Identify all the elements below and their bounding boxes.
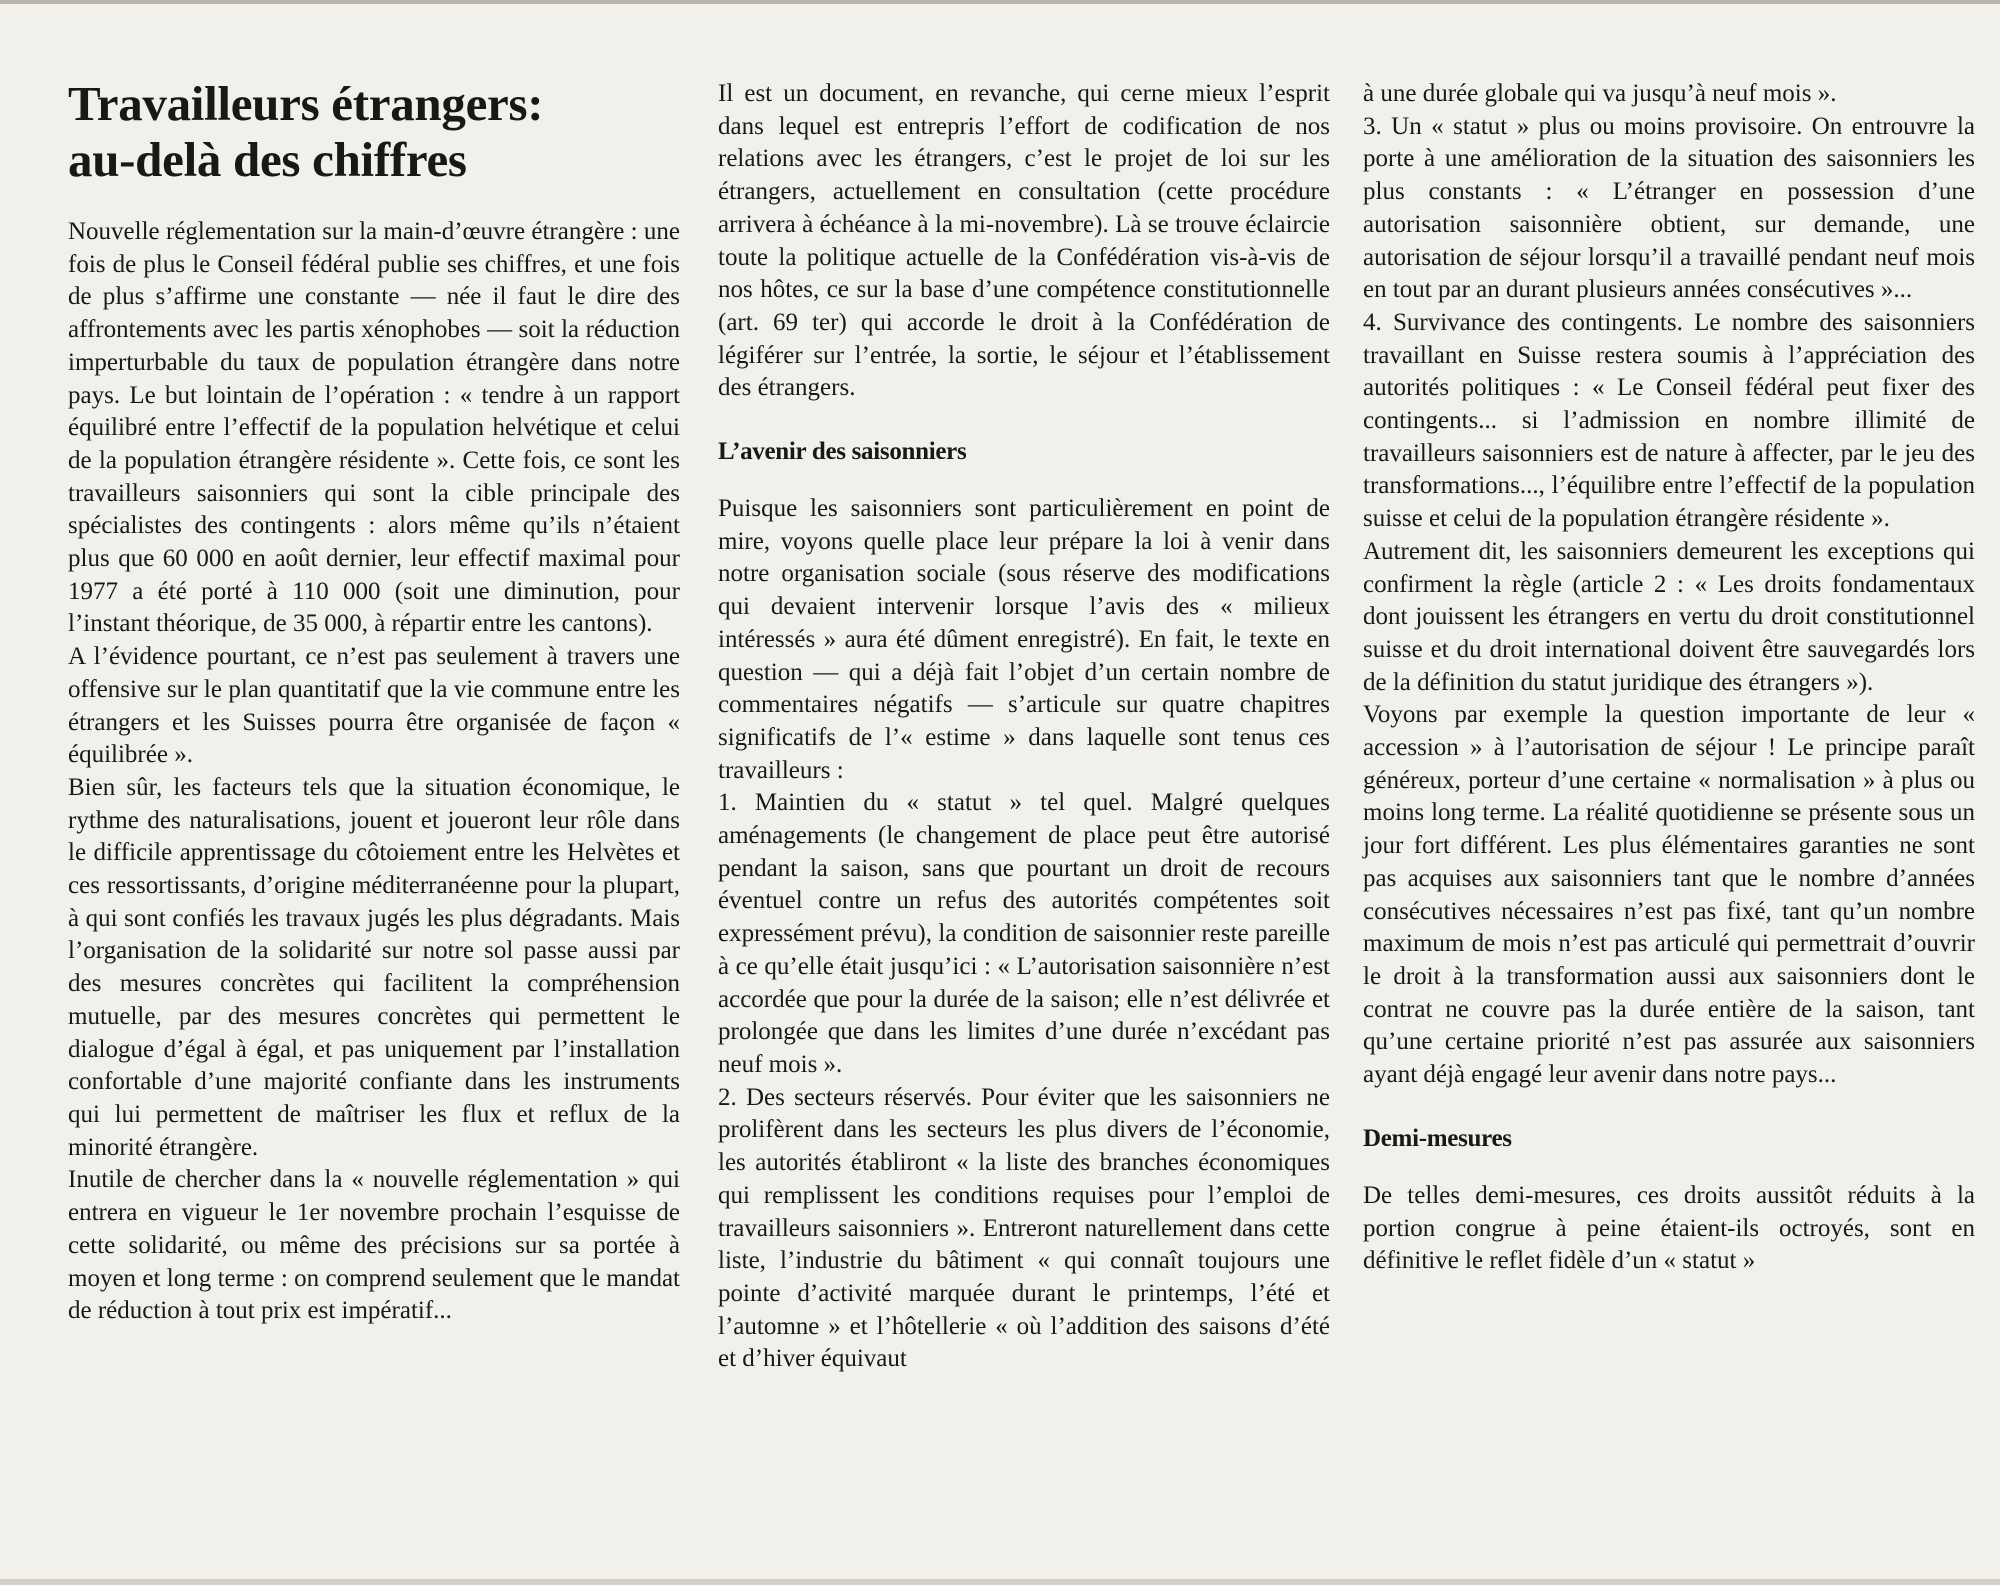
column-3 — [1363, 78, 1975, 1278]
paragraph: A l’évidence pourtant, ce n’est pas seulement à travers une offensive sur le plan quantitatif que la vie commune entre les étrangers et les Suisses pourra être organisée de façon « équilibrée ». — [68, 643, 680, 769]
paragraph: Autrement dit, les saisonniers demeurent les exceptions qui confirment la règle (article 2 : « Les droits fondamentaux dont jouissent les étrangers en vertu du droit constitutionnel suisse et du droit international doivent être sauvegardés lors de la définition du statut juridique des étrangers »). — [1363, 537, 1975, 696]
section-heading-saisonniers: L’avenir des saisonniers — [718, 438, 967, 466]
paragraph: Nouvelle réglementation sur la main-d’œuvre étrangère : une fois de plus le Conseil fédéral publie ses chiffres, et une fois de plus s’affirme une constante — née il faut le dire des affrontements avec les partis xénophobes — soit la réduction imperturbable du taux de population étrangère dans notre pays. Le but lointain de l’opération : « tendre à un rapport équilibré entre l’effectif de la population helvétique et celui de la population étrangère résidente ». Cette fois, ce sont les travailleurs saisonniers qui sont la cible principale des spécialistes des contingents : alors même qu’ils n’étaient plus que 60 000 en août dernier, leur effectif maximal pour 1977 a été porté à 110 000 (soit une diminution, pour l’instant théorique, de 35 000, à répartir entre les cantons). — [68, 218, 680, 638]
paragraph: Voyons par exemple la question importante de leur « accession » à l’autorisation de séjour ! Le principe paraît généreux, porteur d’une certaine « normalisation » à plus ou moins long terme. La réalité quotidienne se présente sous un jour fort différent. Les plus élémentaires garanties ne sont pas acquises aux saisonniers tant que le nombre d’années consécutives nécessaires n’est pas fixé, tant qu’un nombre maximum de mois n’est pas articulé qui permettrait d’ouvrir le droit à la transformation aussi aux saisonniers dont le contrat ne couvre pas la durée entière de la saison, tant qu’une certaine priorité n’est pas assurée aux saisonniers ayant déjà engagé leur avenir dans notre pays... — [1363, 701, 1975, 1089]
paragraph: 1. Maintien du « statut » tel quel. Malgré quelques aménagements (le changement de place peut être autorisé pendant la saison, sans que pourtant un droit de recours éventuel contre un refus des autorités compétentes soit expressément prévu), la condition de saisonnier reste pareille à ce qu’elle était jusqu’ici : « L’autorisation saisonnière n’est accordée que pour la durée de la saison; elle n’est délivrée et prolongée que dans les limites d’une durée n’excédant pas neuf mois ». — [718, 789, 1330, 1078]
section-heading-demi-mesures: Demi-mesures — [1363, 1124, 1512, 1152]
top-edge-rule — [0, 0, 2000, 4]
bottom-edge-rule — [0, 1579, 2000, 1585]
paragraph: à une durée globale qui va jusqu’à neuf mois ». — [1363, 80, 1837, 107]
column-1 — [68, 76, 680, 1328]
paragraph: Puisque les saisonniers sont particulièrement en point de mire, voyons quelle place leur prépare la loi à venir dans notre organisation sociale (sous réserve des modifications qui devaient intervenir lorsque l’avis des « milieux intéressés » aura été dûment enregistré). En fait, le texte en question — qui a déjà fait l’objet d’un certain nombre de commentaires négatifs — s’articule sur quatre chapitres significatifs de l’« estime » dans laquelle sont tenus ces travailleurs : — [718, 495, 1330, 784]
paragraph: 4. Survivance des contingents. Le nombre des saisonniers travaillant en Suisse restera soumis à l’appréciation des autorités politiques : « Le Conseil fédéral peut fixer des contingents... si l’admission en nombre illimité de travailleurs saisonniers est de nature à affecter, par le jeu des transformations..., l’équilibre entre l’effectif de la population suisse et celui de la population étrangère résidente ». — [1363, 308, 1975, 533]
paragraph: Il est un document, en revanche, qui cerne mieux l’esprit dans lequel est entrepris l’effort de codification de nos relations avec les étrangers, c’est le projet de loi sur les étrangers, actuellement en consultation (cette procédure arrivera à échéance à la mi-novembre). Là se trouve éclaircie toute la politique actuelle de la Confédération vis-à-vis de nos hôtes, ce sur la base d’une compétence constitutionnelle (art. 69 ter) qui accorde le droit à la Confédération de légiférer sur l’entrée, la sortie, le séjour et l’établissement des étrangers. — [718, 80, 1330, 402]
title-line-2: au-delà des chiffres — [68, 132, 467, 187]
title-line-1: Travailleurs étrangers: — [68, 76, 544, 131]
paragraph: Bien sûr, les facteurs tels que la situation économique, le rythme des naturalisations, jouent et joueront leur rôle dans le difficile apprentissage du côtoiement entre les Helvètes et ces ressortissants, d’origine méditerranéenne pour la plupart, à qui sont confiés les travaux jugés les plus dégradants. Mais l’organisation de la solidarité sur notre sol passe aussi par des mesures concrètes qui facilitent la compréhension mutuelle, par des mesures concrètes qui permettent le dialogue d’égal à égal, et pas uniquement par l’installation confortable d’une majorité confiante dans les instruments qui lui permettent de maîtriser les flux et reflux de la minorité étrangère. — [68, 773, 680, 1161]
paragraph: De telles demi-mesures, ces droits aussitôt réduits à la portion congrue à peine étaient-ils octroyés, sont en définitive le reflet fidèle d’un « statut » — [1363, 1181, 1975, 1275]
paragraph: Inutile de chercher dans la « nouvelle réglementation » qui entrera en vigueur le 1er novembre prochain l’esquisse de cette solidarité, ou même des précisions sur sa portée à moyen et long terme : on comprend seulement que le mandat de réduction à tout prix est impératif... — [68, 1166, 680, 1325]
paragraph: 3. Un « statut » plus ou moins provisoire. On entrouvre la porte à une amélioration de la situation des saisonniers les plus constants : « L’étranger en possession d’une autorisation saisonnière obtient, sur demande, une autorisation de séjour lorsqu’il a travaillé pendant neuf mois en tout par an durant plusieurs années consécutives »... — [1363, 112, 1975, 304]
paragraph: 2. Des secteurs réservés. Pour éviter que les saisonniers ne prolifèrent dans les secteurs les plus divers de l’économie, les autorités établiront « la liste des branches économiques qui remplissent les conditions requises pour l’emploi de travailleurs saisonniers ». Entreront naturellement dans cette liste, l’industrie du bâtiment « qui connaît toujours une pointe d’activité marquée durant le printemps, l’été et l’automne » et l’hôtellerie « où l’addition des saisons d’été et d’hiver équivaut — [718, 1083, 1330, 1373]
article-title — [68, 76, 680, 188]
column-2 — [718, 78, 1330, 1376]
